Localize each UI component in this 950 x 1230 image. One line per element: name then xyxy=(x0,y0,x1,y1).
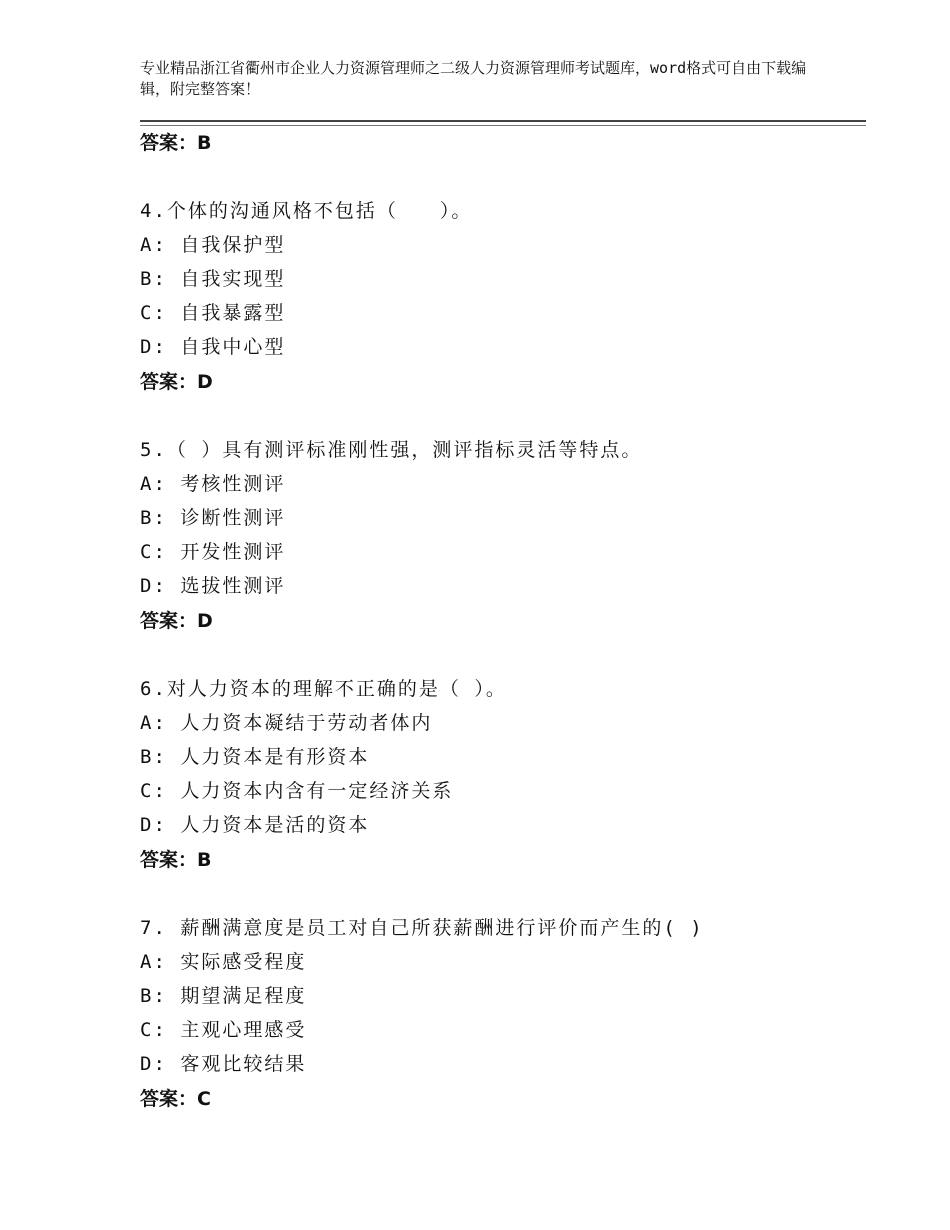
question-4-answer: 答案：D xyxy=(140,371,213,393)
question-5-stem: 5.（ ）具有测评标准刚性强，测评指标灵活等特点。 xyxy=(140,439,643,461)
question-6-option-a: A: 人力资本凝结于劳动者体内 xyxy=(140,712,433,734)
question-7-answer: 答案：C xyxy=(140,1088,211,1110)
question-6-answer: 答案：B xyxy=(140,849,212,871)
question-7-option-a: A: 实际感受程度 xyxy=(140,951,307,973)
header-divider-thin xyxy=(140,125,866,126)
question-6-option-c: C: 人力资本内含有一定经济关系 xyxy=(140,780,454,802)
question-6-stem: 6.对人力资本的理解不正确的是（ ）。 xyxy=(140,678,507,700)
page-header-title: 专业精品浙江省衢州市企业人力资源管理师之二级人力资源管理师考试题库，word格式可自由下载编辑，附完整答案！ xyxy=(140,59,807,98)
question-5-option-a: A: 考核性测评 xyxy=(140,473,286,495)
question-6-option-d: D: 人力资本是活的资本 xyxy=(140,814,370,836)
question-4-option-c: C: 自我暴露型 xyxy=(140,302,286,324)
question-4-option-b: B: 自我实现型 xyxy=(140,268,286,290)
question-7-stem: 7. 薪酬满意度是员工对自己所获薪酬进行评价而产生的( ) xyxy=(140,917,704,939)
header-divider xyxy=(140,120,866,122)
question-5-answer: 答案：D xyxy=(140,610,213,632)
answer-previous: 答案：B xyxy=(140,132,212,154)
question-5-option-d: D: 选拔性测评 xyxy=(140,575,286,597)
question-4-option-a: A: 自我保护型 xyxy=(140,234,286,256)
question-7-option-b: B: 期望满足程度 xyxy=(140,985,307,1007)
question-4-stem: 4.个体的沟通风格不包括（ ）。 xyxy=(140,200,473,222)
question-6-option-b: B: 人力资本是有形资本 xyxy=(140,746,370,768)
question-5-option-c: C: 开发性测评 xyxy=(140,541,286,563)
question-7-option-d: D: 客观比较结果 xyxy=(140,1053,307,1075)
question-4-option-d: D: 自我中心型 xyxy=(140,336,286,358)
question-7-option-c: C: 主观心理感受 xyxy=(140,1019,307,1041)
question-5-option-b: B: 诊断性测评 xyxy=(140,507,286,529)
